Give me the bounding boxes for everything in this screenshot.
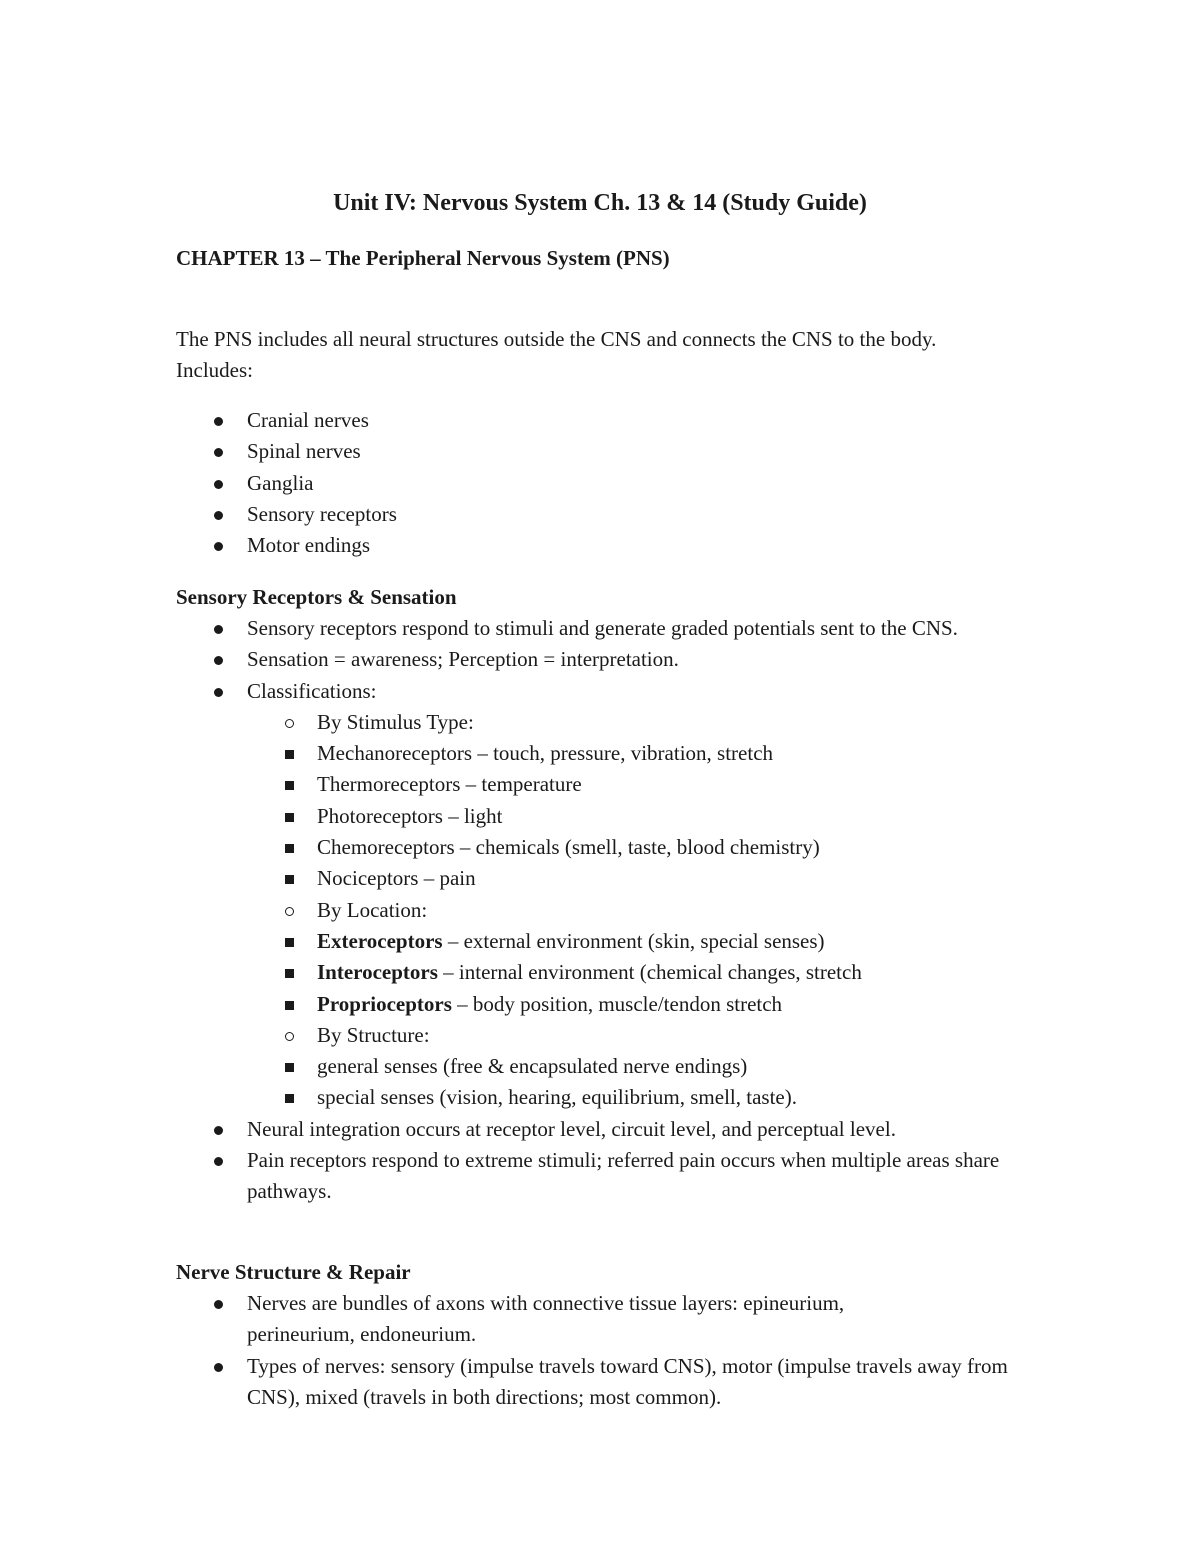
location-label: By Location: bbox=[317, 897, 428, 922]
list-item: Mechanoreceptors – touch, pressure, vibration, stretch bbox=[317, 738, 1016, 769]
list-item: Cranial nerves bbox=[176, 405, 1016, 436]
classifications-label: Classifications: bbox=[247, 678, 377, 703]
sublist-item bbox=[176, 1020, 1016, 1114]
list-item: Motor endings bbox=[176, 530, 1016, 561]
sublist-item bbox=[176, 707, 1016, 895]
sensory-section bbox=[176, 582, 1016, 1208]
term-description: – external environment (skin, special senses) bbox=[442, 928, 825, 953]
list-item: special senses (vision, hearing, equilibrium, smell, taste). bbox=[317, 1082, 1016, 1113]
chapter-heading: CHAPTER 13 – The Peripheral Nervous System (PNS) bbox=[176, 246, 670, 270]
list-item: Sensation = awareness; Perception = interpretation. bbox=[176, 644, 1016, 675]
list-item: Pain receptors respond to extreme stimuli; referred pain occurs when multiple areas share pathways. bbox=[176, 1145, 1007, 1208]
list-item: Nerves are bundles of axons with connective tissue layers: epineurium, perineurium, endoneurium. bbox=[176, 1288, 947, 1351]
term: Exteroceptors bbox=[317, 928, 443, 953]
nerve-list bbox=[176, 1288, 1016, 1413]
list-item: Chemoreceptors – chemicals (smell, taste, blood chemistry) bbox=[317, 832, 1016, 863]
sublist-item bbox=[176, 895, 1016, 1020]
list-item: Neural integration occurs at receptor level, circuit level, and perceptual level. bbox=[176, 1114, 1016, 1145]
list-item bbox=[176, 676, 1016, 1114]
classification-list bbox=[176, 707, 1016, 1114]
list-item: Nociceptors – pain bbox=[317, 863, 1016, 894]
sensory-list bbox=[176, 613, 1016, 1208]
structure-list bbox=[176, 1051, 1016, 1114]
list-item bbox=[317, 926, 1016, 957]
pns-parts-section bbox=[176, 405, 1016, 561]
term: Proprioceptors bbox=[317, 991, 452, 1016]
document-title: Unit IV: Nervous System Ch. 13 & 14 (Study Guide) bbox=[333, 190, 867, 216]
term: Interoceptors bbox=[317, 960, 438, 985]
list-item bbox=[317, 989, 1016, 1020]
stimulus-type-list bbox=[176, 738, 1016, 894]
section-heading: Nerve Structure & Repair bbox=[176, 1260, 411, 1284]
location-list bbox=[176, 926, 1016, 1020]
intro-paragraph: The PNS includes all neural structures outside the CNS and connects the CNS to the body. Includes: bbox=[176, 327, 937, 382]
list-item bbox=[317, 957, 1016, 988]
list-item: Ganglia bbox=[176, 468, 1016, 499]
list-item: Types of nerves: sensory (impulse travels toward CNS), motor (impulse travels away from CNS), mixed (travels in both directions; most common). bbox=[176, 1351, 1017, 1414]
nerve-section bbox=[176, 1257, 1016, 1413]
list-item: Photoreceptors – light bbox=[317, 801, 1016, 832]
term-description: – internal environment (chemical changes, stretch bbox=[437, 960, 862, 985]
pns-parts-list bbox=[176, 405, 1016, 561]
list-item: general senses (free & encapsulated nerve endings) bbox=[317, 1051, 1016, 1082]
list-item: Spinal nerves bbox=[176, 436, 1016, 467]
list-item: Sensory receptors bbox=[176, 499, 1016, 530]
list-item: Thermoreceptors – temperature bbox=[317, 769, 1016, 800]
structure-label: By Structure: bbox=[317, 1022, 430, 1047]
term-description: – body position, muscle/tendon stretch bbox=[451, 991, 783, 1016]
stimulus-type-label: By Stimulus Type: bbox=[317, 709, 474, 734]
section-heading: Sensory Receptors & Sensation bbox=[176, 585, 457, 609]
list-item: Sensory receptors respond to stimuli and generate graded potentials sent to the CNS. bbox=[176, 613, 1007, 644]
